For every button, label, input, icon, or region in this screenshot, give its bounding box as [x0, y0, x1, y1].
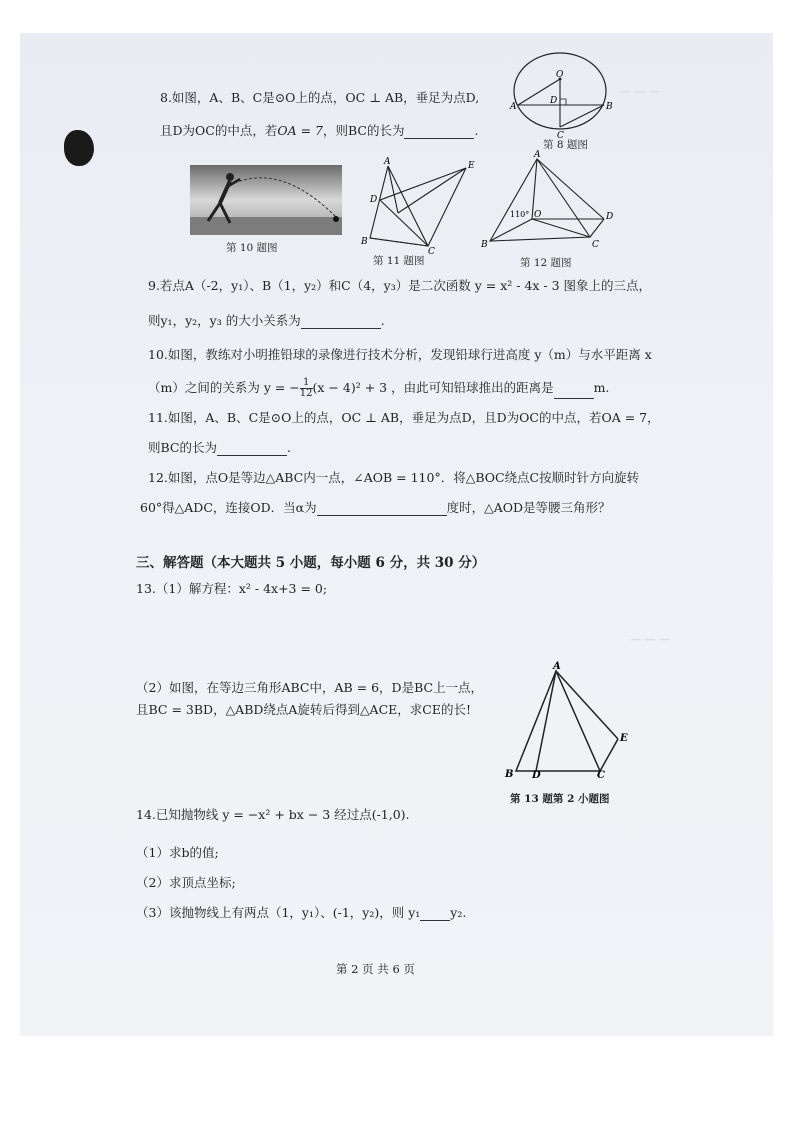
q12-line1: 12.如图，点O是等边△ABC内一点，∠AOB = 110°．将△BOC绕点C按顺时针方向旋转: [148, 470, 640, 485]
section-3-title: 三、解答题（本大题共 5 小题，每小题 6 分，共 30 分）: [136, 555, 486, 571]
fig12-label-d: D: [606, 212, 614, 222]
q10-line1: 10.如图，教练对小明推铅球的录像进行技术分析，发现铅球行进高度 y（m）与水平距离 x: [148, 347, 652, 362]
fig8-label-b: B: [606, 102, 613, 112]
fig12-label-b: B: [481, 240, 488, 250]
fig8-label-a: A: [510, 102, 517, 112]
figure-12-diagram: [481, 150, 614, 250]
fig12-angle-label: 110°: [510, 210, 530, 219]
figure-13-triangle-diagram: [500, 661, 630, 781]
fig11-label-d: D: [370, 195, 378, 205]
fig13-label-d: D: [532, 770, 541, 781]
fig12-label-o: O: [534, 210, 542, 220]
q12-line2: 60°得△ADC，连接OD．当α为 度时，△AOD是等腰三角形？: [140, 500, 611, 515]
q14-part2: （2）求顶点坐标;: [136, 875, 236, 890]
fig13-label-b: B: [505, 769, 514, 780]
page-footer: 第 2 页 共 6 页: [336, 962, 415, 976]
fig13-label-a: A: [553, 661, 561, 672]
photo-background: [20, 33, 773, 1036]
fig11-label-e: E: [468, 161, 475, 171]
q11-line2: 则BC的长为 .: [148, 440, 291, 455]
q14-line1: 14.已知抛物线 y = −x² + bx − 3 经过点(-1,0).: [136, 807, 410, 822]
ink-blot: [64, 130, 94, 166]
figure-11-diagram: [358, 157, 478, 257]
fig13-label-e: E: [620, 733, 628, 744]
q8-line2: 且D为OC的中点，若OA = 7，则BC的长为 .: [160, 123, 479, 138]
fig8-label-c: C: [557, 131, 564, 141]
fig8-label-o: O: [556, 70, 564, 80]
q14-part3: （3）该抛物线上有两点（1，y₁）、(-1，y₂)，则 y₁ y₂.: [136, 905, 467, 920]
fig11-label-a: A: [384, 157, 391, 167]
q13-part2-line2: 且BC = 3BD，△ABD绕点A旋转后得到△ACE，求CE的长!: [136, 702, 471, 717]
fig13-caption: 第 13 题第 2 小题图: [510, 793, 610, 805]
fig11-label-b: B: [361, 237, 368, 247]
fig12-caption: 第 12 题图: [520, 257, 572, 269]
fig10-caption: 第 10 题图: [226, 242, 278, 254]
bleed-through-mark: — — —: [630, 633, 670, 646]
fig8-caption: 第 8 题图: [543, 139, 588, 151]
q9-line1: 9.若点A（-2，y₁）、B（1，y₂）和C（4，y₃）是二次函数 y = x² - 4x - 3 图象上的三点，: [148, 278, 652, 293]
q8-line1: 8.如图，A、B、C是⊙O上的点，OC ⊥ AB，垂足为点D,: [160, 90, 480, 105]
figure-10-shot-put-illustration: [190, 165, 342, 235]
fig12-label-c: C: [592, 240, 599, 250]
q10-line2: （m）之间的关系为 y = − $\frac{1}{12}$ (x − 4)² + 3 ，由此可知铅球推出的距离是 m.: [148, 377, 610, 399]
q13-part1: 13.（1）解方程：x² - 4x+3 = 0;: [136, 581, 328, 596]
q11-line1: 11.如图，A、B、C是⊙O上的点，OC ⊥ AB，垂足为点D，且D为OC的中点，若OA = 7，: [148, 410, 660, 425]
fig8-label-d: D: [550, 96, 558, 106]
fig11-caption: 第 11 题图: [373, 255, 425, 267]
figure-8-circle-diagram: [512, 47, 612, 147]
bleed-through-mark: — — —: [620, 85, 660, 98]
fig11-label-c: C: [428, 247, 435, 257]
q14-part1: （1）求b的值;: [136, 845, 219, 860]
fig13-label-c: C: [597, 770, 605, 781]
q13-part2-line1: （2）如图，在等边三角形ABC中，AB = 6，D是BC上一点，: [136, 680, 484, 695]
q9-line2: 则y₁，y₂，y₃ 的大小关系为 .: [148, 313, 385, 328]
q10-fraction: $\frac{1}{12}$: [299, 377, 313, 399]
fig12-label-a: A: [534, 150, 541, 160]
